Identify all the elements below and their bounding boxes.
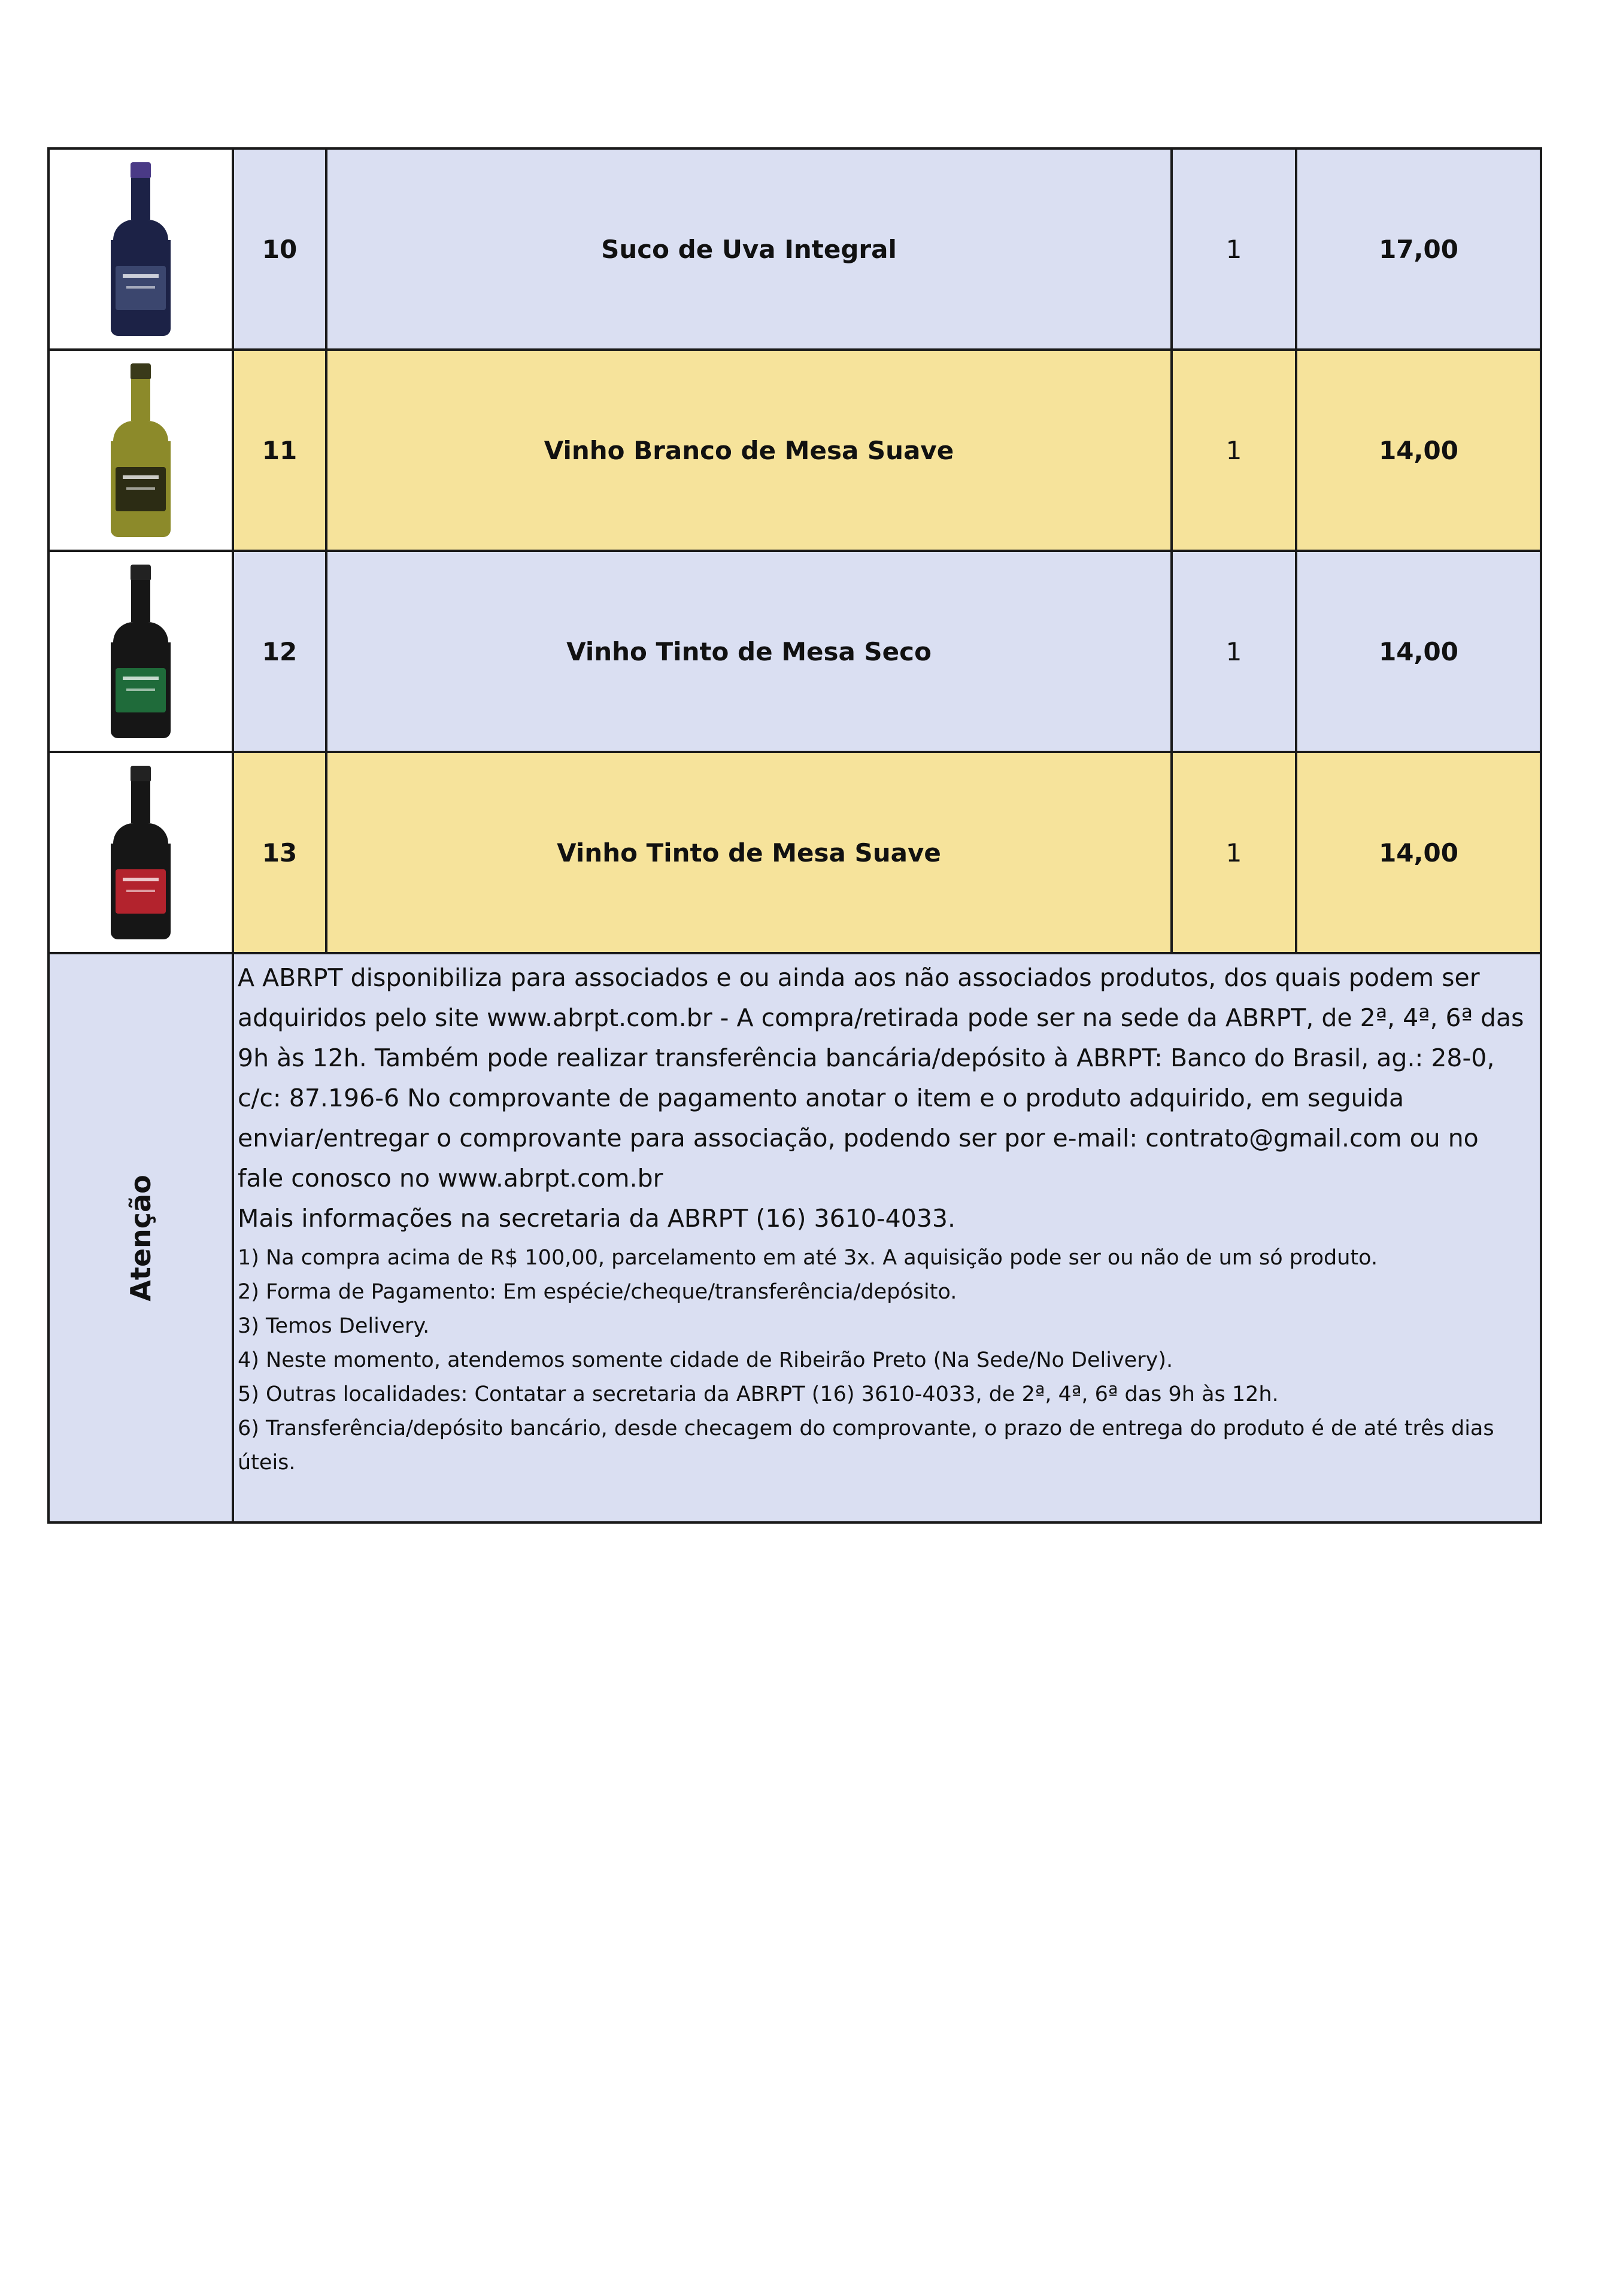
list-item: 1) Na compra acima de R$ 100,00, parcelamento em até 3x. A aquisição pode ser ou não de um só produto. bbox=[238, 1246, 1378, 1270]
grape-juice-bottle-icon bbox=[111, 162, 171, 336]
notice-info: Mais informações na secretaria da ABRPT (16) 3610-4033. bbox=[238, 1204, 956, 1233]
list-item: 4) Neste momento, atendemos somente cidade de Ribeirão Preto (Na Sede/No Delivery). bbox=[238, 1348, 1173, 1372]
list-item: 2) Forma de Pagamento: Em espécie/cheque/transferência/depósito. bbox=[238, 1280, 957, 1304]
product-name: Vinho Tinto de Mesa Seco bbox=[327, 552, 1173, 751]
list-item: 5) Outras localidades: Contatar a secretaria da ABRPT (16) 3610-4033, de 2ª, 4ª, 6ª das 9h às 12h. bbox=[238, 1382, 1279, 1406]
product-table bbox=[47, 147, 1542, 1524]
product-number: 13 bbox=[234, 753, 327, 952]
product-image-cell bbox=[50, 351, 234, 550]
table-row bbox=[50, 552, 1540, 753]
product-price: 14,00 bbox=[1379, 435, 1458, 465]
product-number: 11 bbox=[234, 351, 327, 550]
product-image-cell bbox=[50, 552, 234, 751]
white-wine-bottle-icon bbox=[111, 363, 171, 537]
product-name: Vinho Tinto de Mesa Suave bbox=[327, 753, 1173, 952]
product-name: Suco de Uva Integral bbox=[327, 150, 1173, 348]
red-wine-bottle-icon bbox=[111, 766, 171, 939]
notice-section bbox=[50, 954, 1540, 1521]
table-row bbox=[50, 150, 1540, 351]
notice-paragraph: A ABRPT disponibiliza para associados e ou ainda aos não associados produtos, dos quais podem ser adquiridos pelo site www.abrpt.com.br - A compra/retirada pode ser na sede da ABRPT, de 2ª, 4ª, 6ª das 9h às 12h. Também pode realizar transferência bancária/depósito à ABRPT: Banco do Brasil, ag.: 28-0, c/c: 87.196-6 No comprovante de pagamento anotar o item e o produto adquirido, em seguida enviar/entregar o comprovante para associação, podendo ser por e-mail: contrato@gmail.com ou no fale conosco no www.abrpt.com.br bbox=[238, 963, 1524, 1193]
notice-heading-cell bbox=[50, 954, 234, 1521]
product-price: 14,00 bbox=[1379, 838, 1458, 868]
product-quantity: 1 bbox=[1173, 150, 1297, 348]
product-quantity: 1 bbox=[1173, 351, 1297, 550]
product-quantity: 1 bbox=[1173, 552, 1297, 751]
product-number: 12 bbox=[234, 552, 327, 751]
product-quantity: 1 bbox=[1173, 753, 1297, 952]
table-row bbox=[50, 753, 1540, 954]
red-wine-bottle-icon bbox=[111, 565, 171, 738]
product-number: 10 bbox=[234, 150, 327, 348]
notice-list bbox=[238, 1241, 1531, 1480]
list-item: 3) Temos Delivery. bbox=[238, 1314, 430, 1338]
product-price: 17,00 bbox=[1379, 234, 1458, 264]
product-image-cell bbox=[50, 753, 234, 952]
notice-heading: Atenção bbox=[125, 1174, 157, 1302]
table-row bbox=[50, 351, 1540, 552]
product-image-cell bbox=[50, 150, 234, 348]
product-price: 14,00 bbox=[1379, 636, 1458, 666]
product-name: Vinho Branco de Mesa Suave bbox=[327, 351, 1173, 550]
notice-body bbox=[238, 958, 1531, 1480]
list-item: 6) Transferência/depósito bancário, desde checagem do comprovante, o prazo de entrega do produto é de até três dias úteis. bbox=[238, 1417, 1494, 1475]
